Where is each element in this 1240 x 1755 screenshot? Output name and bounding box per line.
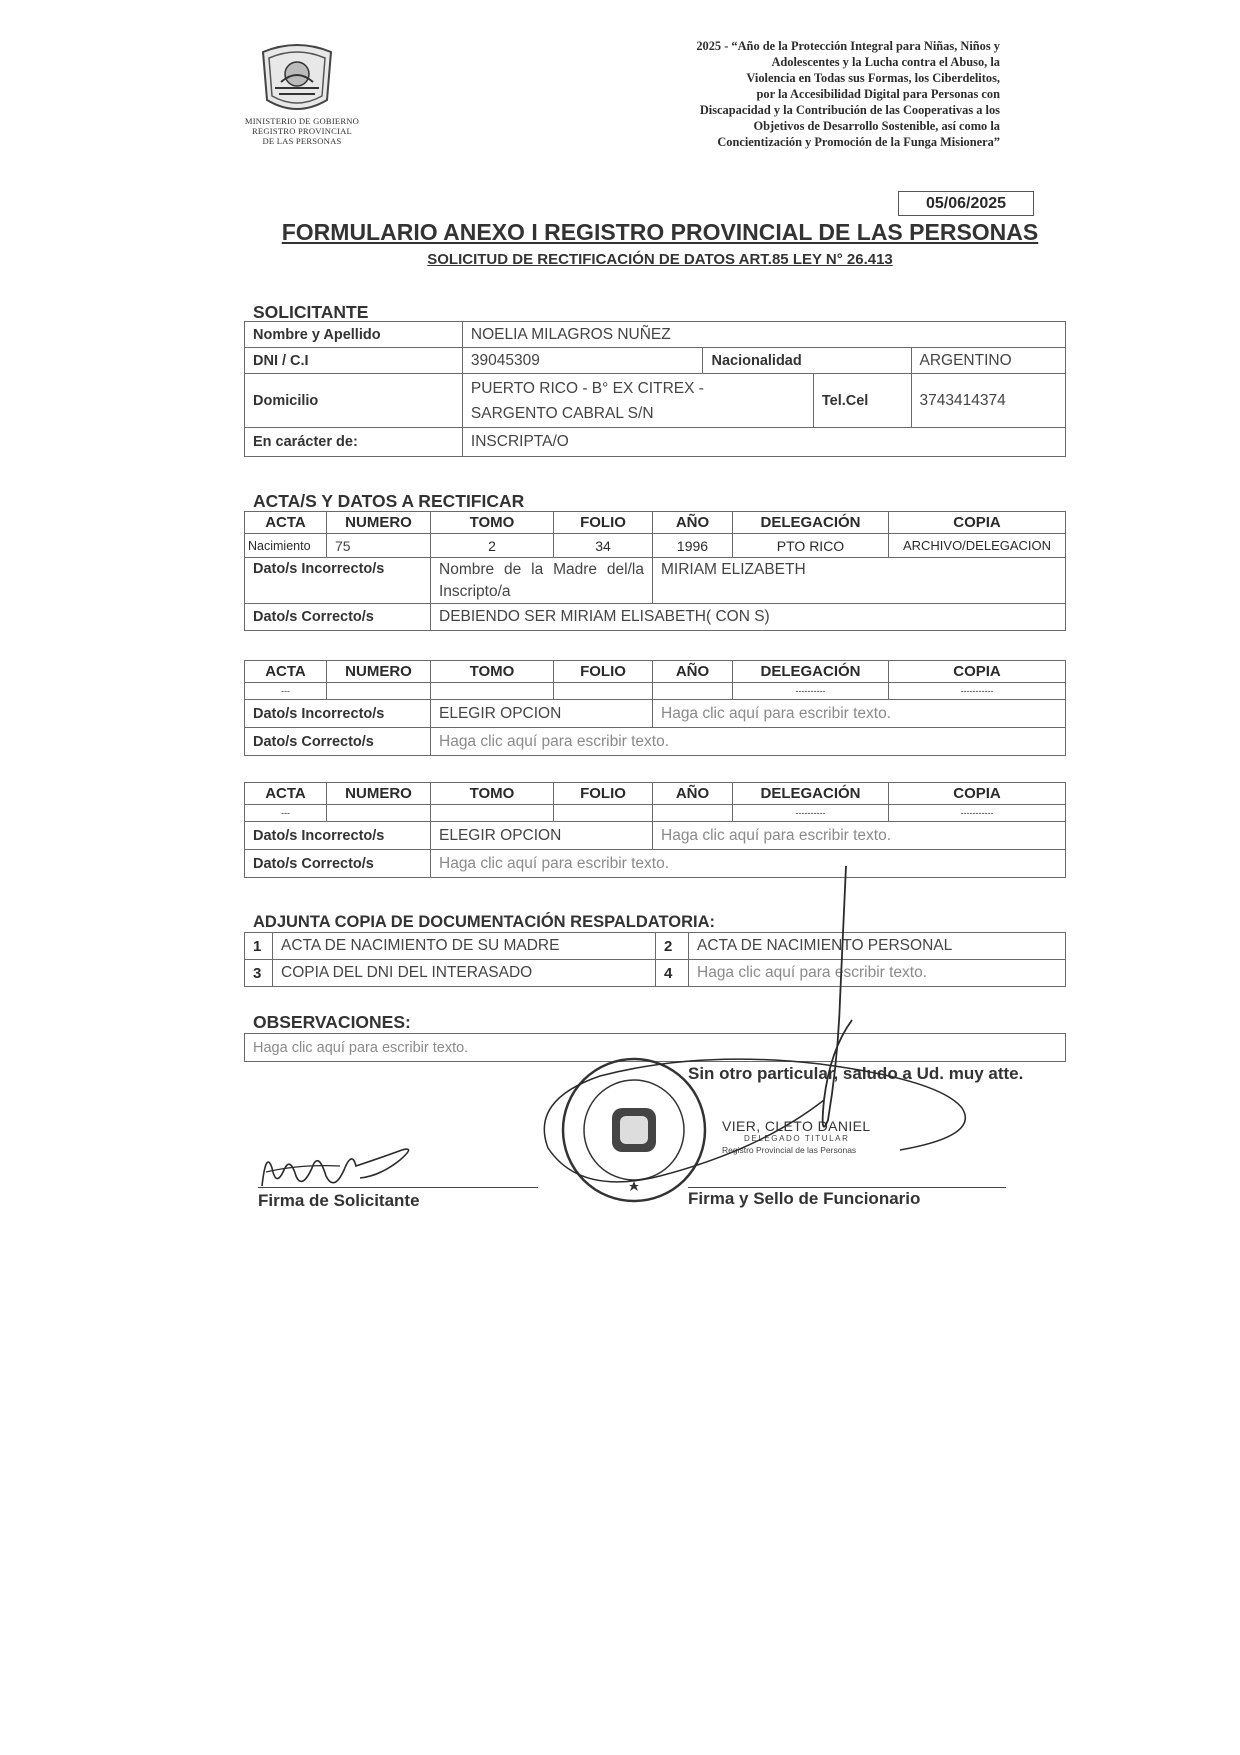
header-copia: COPIA — [889, 783, 1066, 805]
section-title-actas: ACTA/S Y DATOS A RECTIFICAR — [253, 491, 525, 511]
tomo-field[interactable] — [431, 805, 554, 822]
funcionario-signature-line — [688, 1187, 1006, 1188]
correct-label: Dato/s Correcto/s — [245, 604, 431, 631]
acta-block-2 — [244, 660, 1066, 756]
header-acta: ACTA — [245, 512, 327, 534]
adjunta-number: 2 — [656, 933, 689, 960]
incorrect-value-field[interactable]: Haga clic aquí para escribir texto. — [653, 700, 1066, 728]
adjunta-item-1[interactable]: ACTA DE NACIMIENTO DE SU MADRE — [273, 933, 656, 960]
firma-solicitante-label: Firma de Solicitante — [258, 1191, 420, 1210]
header-delegacion: DELEGACIÓN — [733, 512, 889, 534]
section-title-observaciones: OBSERVACIONES: — [253, 1012, 411, 1032]
header-numero: NUMERO — [327, 783, 431, 805]
dni-field[interactable]: 39045309 — [462, 348, 703, 374]
numero-field[interactable]: 75 — [327, 534, 431, 558]
tomo-field[interactable]: 2 — [431, 534, 554, 558]
incorrect-label: Dato/s Incorrecto/s — [245, 700, 431, 728]
solicitante-table — [244, 321, 1066, 457]
nombre-field[interactable]: NOELIA MILAGROS NUÑEZ — [462, 322, 1065, 348]
acta-block-1 — [244, 511, 1066, 631]
dni-label: DNI / C.I — [245, 348, 463, 374]
form-title: FORMULARIO ANEXO I REGISTRO PROVINCIAL DE LAS PERSONAS — [281, 219, 1039, 245]
adjunta-item-3[interactable]: COPIA DEL DNI DEL INTERASADO — [273, 960, 656, 987]
adjunta-number: 4 — [656, 960, 689, 987]
domicilio-line-1: PUERTO RICO - B° EX CITREX - — [470, 379, 704, 397]
caracter-field[interactable]: INSCRIPTA/O — [462, 428, 1065, 457]
correct-value-field[interactable]: Haga clic aquí para escribir texto. — [431, 728, 1066, 756]
incorrect-type-select[interactable]: ELEGIR OPCION — [431, 700, 653, 728]
acta-type-field[interactable]: --- — [245, 683, 327, 700]
domicilio-line-2: SARGENTO CABRAL S/N — [470, 404, 654, 422]
correct-value-field[interactable]: Haga clic aquí para escribir texto. — [431, 850, 1066, 878]
copia-field[interactable]: ----------- — [889, 805, 1066, 822]
date-box: 05/06/2025 — [898, 191, 1034, 216]
stamp-org: Registro Provincial de las Personas — [722, 1145, 857, 1155]
adjunta-number: 3 — [245, 960, 273, 987]
round-seal — [560, 1056, 708, 1204]
closing-text: Sin otro particular, saludo a Ud. muy atte. — [688, 1064, 1024, 1083]
section-title-solicitante: SOLICITANTE — [253, 302, 369, 322]
header-tomo: TOMO — [431, 512, 554, 534]
delegacion-field[interactable]: ---------- — [733, 805, 889, 822]
incorrect-value-field[interactable]: MIRIAM ELIZABETH — [653, 558, 1066, 604]
caracter-label: En carácter de: — [245, 428, 463, 457]
header-folio: FOLIO — [554, 512, 653, 534]
nacionalidad-field[interactable]: ARGENTINO — [911, 348, 1066, 374]
incorrect-type-field[interactable] — [431, 558, 653, 604]
domicilio-field[interactable] — [462, 374, 813, 428]
anio-field[interactable] — [653, 805, 733, 822]
numero-field[interactable] — [327, 683, 431, 700]
tel-field[interactable]: 3743414374 — [911, 374, 1066, 428]
tel-label: Tel.Cel — [813, 374, 911, 428]
incorrect-label: Dato/s Incorrecto/s — [245, 558, 431, 604]
acta-type-field[interactable]: --- — [245, 805, 327, 822]
adjunta-item-4[interactable]: Haga clic aquí para escribir texto. — [689, 960, 1066, 987]
acta-block-3 — [244, 782, 1066, 878]
copia-field[interactable]: ----------- — [889, 683, 1066, 700]
header-copia: COPIA — [889, 512, 1066, 534]
header-delegacion: DELEGACIÓN — [733, 783, 889, 805]
delegacion-field[interactable]: ---------- — [733, 683, 889, 700]
folio-field[interactable] — [554, 683, 653, 700]
incorrect-type-select[interactable]: ELEGIR OPCION — [431, 822, 653, 850]
header-copia: COPIA — [889, 661, 1066, 683]
header-anio: AÑO — [653, 512, 733, 534]
adjunta-table — [244, 932, 1066, 987]
domicilio-label: Domicilio — [245, 374, 463, 428]
header-acta: ACTA — [245, 783, 327, 805]
header-anio: AÑO — [653, 783, 733, 805]
incorrect-label: Dato/s Incorrecto/s — [245, 822, 431, 850]
delegacion-field[interactable]: PTO RICO — [733, 534, 889, 558]
header-acta: ACTA — [245, 661, 327, 683]
folio-field[interactable] — [554, 805, 653, 822]
functionary-stamp — [722, 1118, 902, 1155]
header-tomo: TOMO — [431, 661, 554, 683]
header-numero: NUMERO — [327, 661, 431, 683]
adjunta-item-2[interactable]: ACTA DE NACIMIENTO PERSONAL — [689, 933, 1066, 960]
anio-field[interactable] — [653, 683, 733, 700]
correct-value-field[interactable]: DEBIENDO SER MIRIAM ELISABETH( CON S) — [431, 604, 1066, 631]
incorrect-value-field[interactable]: Haga clic aquí para escribir texto. — [653, 822, 1066, 850]
acta-type-field[interactable]: Nacimiento — [245, 534, 327, 558]
year-motto: 2025 - “Año de la Protección Integral para Niñas, Niños y Adolescentes y la Lucha contra el Abuso, la Violencia en Todas sus Formas, los Ciberdelitos, por la Accesibilidad Digital para Personas con Discapacidad y la Contribución de las Cooperativas a los Objetivos de Desarrollo Sostenible, así como la Concientización y Promoción de la Funga Misionera” — [696, 39, 1000, 149]
stamp-role: DELEGADO TITULAR — [744, 1134, 850, 1143]
incorrect-type-line-1: Nombre de la Madre del/la — [439, 560, 644, 578]
header-folio: FOLIO — [554, 661, 653, 683]
header-anio: AÑO — [653, 661, 733, 683]
header-folio: FOLIO — [554, 783, 653, 805]
numero-field[interactable] — [327, 805, 431, 822]
header-numero: NUMERO — [327, 512, 431, 534]
stamp-name: VIER, CLETO DANIEL — [722, 1118, 871, 1134]
folio-field[interactable]: 34 — [554, 534, 653, 558]
solicitante-signature-line — [258, 1187, 538, 1188]
firma-funcionario-label: Firma y Sello de Funcionario — [688, 1189, 921, 1208]
section-title-adjunta: ADJUNTA COPIA DE DOCUMENTACIÓN RESPALDATORIA: — [253, 913, 715, 931]
observaciones-field[interactable]: Haga clic aquí para escribir texto. — [245, 1034, 1066, 1062]
tomo-field[interactable] — [431, 683, 554, 700]
ministry-name: MINISTERIO DE GOBIERNO REGISTRO PROVINCIAL DE LAS PERSONAS — [244, 116, 360, 146]
copia-field[interactable]: ARCHIVO/DELEGACION — [889, 534, 1066, 558]
nacionalidad-label: Nacionalidad — [703, 348, 911, 374]
header-tomo: TOMO — [431, 783, 554, 805]
adjunta-number: 1 — [245, 933, 273, 960]
correct-label: Dato/s Correcto/s — [245, 728, 431, 756]
ministry-logo — [255, 38, 339, 118]
nombre-label: Nombre y Apellido — [245, 322, 463, 348]
correct-label: Dato/s Correcto/s — [245, 850, 431, 878]
header-delegacion: DELEGACIÓN — [733, 661, 889, 683]
incorrect-type-line-2: Inscripto/a — [439, 582, 511, 600]
form-subtitle: SOLICITUD DE RECTIFICACIÓN DE DATOS ART.85 LEY N° 26.413 — [427, 251, 893, 268]
anio-field[interactable]: 1996 — [653, 534, 733, 558]
